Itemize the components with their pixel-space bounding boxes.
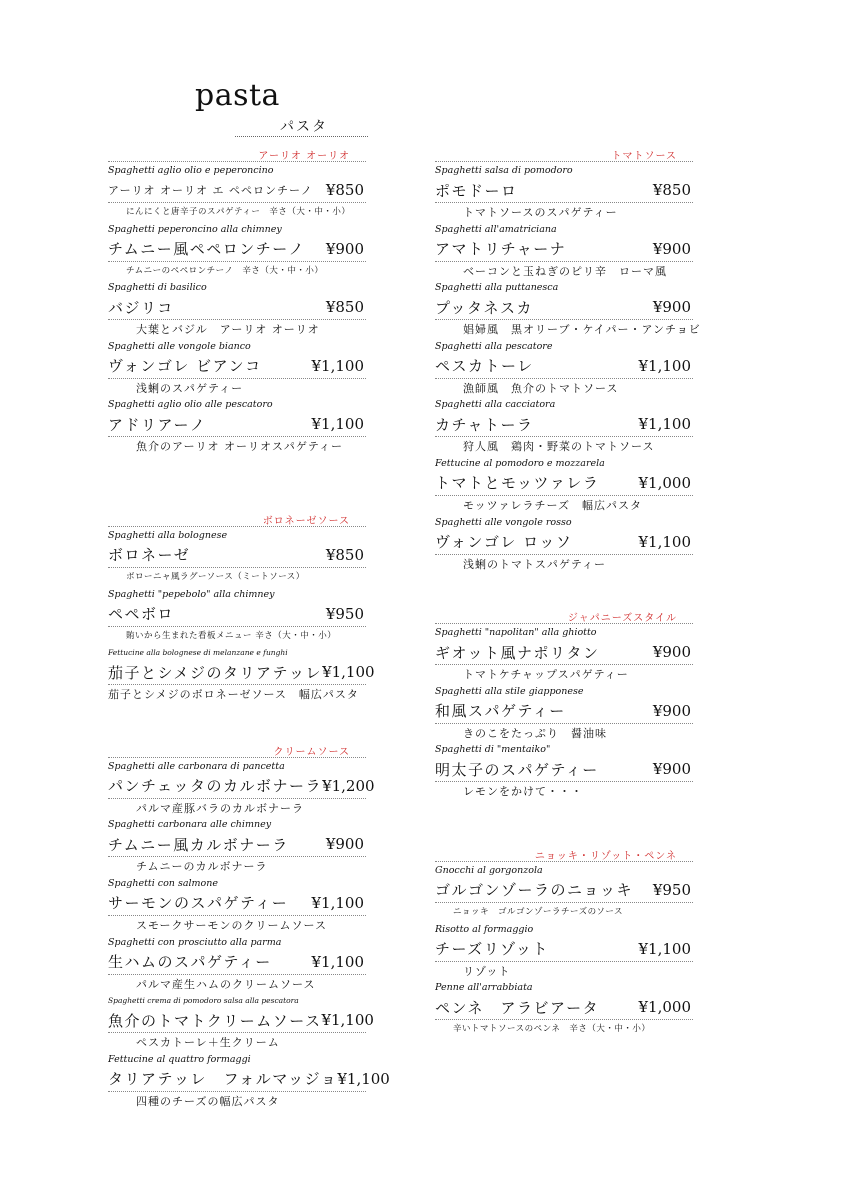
- italian-name: Spaghetti carbonara alle chimney: [108, 819, 272, 831]
- menu-item: [108, 759, 375, 818]
- section-heading-label: クリームソース: [273, 746, 350, 758]
- section-heading-label: トマトソース: [611, 151, 677, 162]
- italian-name: Penne all'arrabbiata: [435, 982, 533, 994]
- item-price: ¥1,100: [638, 356, 691, 375]
- item-description: ペスカトーレ＋生クリーム: [136, 1036, 280, 1050]
- menu-item: [108, 876, 366, 935]
- italian-name: Spaghetti "napolitan" alla ghiotto: [435, 627, 597, 639]
- left-column: [108, 147, 390, 1110]
- japanese-name: 茄子とシメジのタリアテッレ: [108, 663, 323, 682]
- italian-name: Spaghetti di basilico: [108, 282, 207, 294]
- japanese-name: ボロネーゼ: [108, 546, 191, 565]
- item-description: にんにくと唐辛子のスパゲティー 辛さ（大・中・小）: [126, 207, 351, 217]
- japanese-name: アーリオ オーリオ エ ペペロンチーノ: [108, 184, 313, 197]
- japanese-name: プッタネスカ: [435, 298, 533, 317]
- item-name-price-row: [435, 354, 693, 379]
- italian-name: Fettucine al quattro formaggi: [108, 1053, 251, 1065]
- item-name-price-row: [108, 891, 366, 916]
- item-name-price-row: [108, 237, 366, 262]
- item-name-price-row: [108, 832, 366, 857]
- item-price: ¥1,100: [321, 1011, 374, 1030]
- italian-name: Fettucine alla bolognese di melanzane e funghi: [108, 648, 288, 658]
- italian-name: Spaghetti all'amatriciana: [435, 223, 557, 235]
- japanese-name: 和風スパゲティー: [435, 702, 566, 721]
- item-price: ¥1,100: [311, 893, 364, 912]
- item-name-price-row: [435, 178, 693, 203]
- item-description: モッツァレラチーズ 幅広パスタ: [463, 498, 643, 512]
- item-name-price-row: [108, 543, 366, 568]
- item-price: ¥1,100: [638, 939, 691, 958]
- item-price: ¥1,000: [638, 473, 691, 492]
- item-description: 辛いトマトソースのペンネ 辛さ（大・中・小）: [453, 1024, 651, 1035]
- item-price: ¥900: [652, 760, 691, 779]
- menu-item: [435, 922, 693, 981]
- page-subtitle: パスタ: [280, 119, 328, 135]
- item-name-price-row: [435, 237, 693, 262]
- menu-item: [435, 456, 693, 515]
- item-name-price-row: [435, 412, 693, 437]
- item-description: 茄子とシメジのボロネーゼソース 幅広パスタ: [108, 688, 359, 702]
- item-description: 娼婦風 黒オリーブ・ケイパー・アンチョビ: [463, 323, 701, 337]
- item-name-price-row: [108, 774, 375, 799]
- menu-item: [108, 339, 366, 398]
- menu-item: [435, 280, 701, 339]
- item-description: ベーコンと玉ねぎのピリ辛 ローマ風: [463, 264, 667, 278]
- right-column: [435, 147, 701, 1039]
- menu-item: [108, 163, 366, 222]
- menu-item: [108, 645, 375, 704]
- italian-name: Spaghetti alle vongole rosso: [435, 516, 572, 528]
- item-price: ¥900: [652, 643, 691, 662]
- item-description: ボローニャ風ラグーソース（ミートソース）: [126, 571, 305, 582]
- italian-name: Spaghetti peperoncino alla chimney: [108, 223, 282, 235]
- item-description: きのこをたっぷり 醤油味: [463, 726, 607, 740]
- item-description: 浅蜊のトマトスパゲティー: [463, 557, 607, 571]
- menu-item: [108, 817, 366, 876]
- italian-name: Spaghetti alla stile giapponese: [435, 685, 584, 697]
- japanese-name: ポモドーロ: [435, 181, 518, 200]
- italian-name: Spaghetti salsa di pomodoro: [435, 165, 573, 176]
- item-name-price-row: [435, 937, 693, 962]
- japanese-name: ヴォンゴレ ビアンコ: [108, 357, 262, 376]
- japanese-name: チーズリゾット: [435, 940, 549, 959]
- italian-name: Spaghetti aglio olio alle pescatoro: [108, 399, 273, 411]
- italian-name: Spaghetti con salmone: [108, 877, 218, 889]
- menu-item: [108, 587, 366, 646]
- item-description: 賄いから生まれた看板メニュー 辛さ（大・中・小）: [126, 630, 337, 641]
- item-price: ¥900: [325, 239, 364, 258]
- japanese-name: 明太子のスパゲティー: [435, 760, 599, 779]
- item-price: ¥900: [652, 298, 691, 317]
- item-name-price-row: [435, 699, 693, 724]
- italian-name: Gnocchi al gorgonzola: [435, 864, 543, 876]
- section-heading-label: ボロネーゼソース: [262, 515, 350, 527]
- item-name-price-row: [435, 530, 693, 555]
- item-name-price-row: [108, 660, 375, 685]
- item-description: パルマ産豚バラのカルボナーラ: [136, 801, 304, 815]
- item-description: 浅蜊のスパゲティー: [136, 381, 244, 395]
- item-description: トマトケチャップスパゲティー: [463, 668, 629, 682]
- item-price: ¥1,100: [311, 415, 364, 434]
- japanese-name: パンチェッタのカルボナーラ: [108, 777, 323, 796]
- menu-item: [108, 222, 366, 281]
- item-description: 魚介のアーリオ オーリオスパゲティー: [136, 440, 343, 454]
- menu-item: [435, 980, 693, 1039]
- section-heading-label: アーリオ オーリオ: [258, 151, 350, 162]
- menu-item: [108, 397, 366, 456]
- item-description: リゾット: [463, 964, 511, 978]
- item-name-price-row: [108, 602, 366, 627]
- section-heading: [435, 609, 693, 624]
- item-price: ¥950: [652, 880, 691, 899]
- japanese-name: チムニー風ペペロンチーノ: [108, 240, 305, 259]
- menu-item: [108, 935, 366, 994]
- item-description: スモークサーモンのクリームソース: [136, 918, 328, 932]
- menu-item: [108, 993, 374, 1052]
- italian-name: Spaghetti di "mentaiko": [435, 744, 551, 756]
- item-description: チムニーのカルボナーラ: [136, 860, 268, 874]
- menu-item: [108, 280, 366, 339]
- item-description: チムニーのペペロンチーノ 辛さ（大・中・小）: [126, 265, 324, 276]
- italian-name: Spaghetti con prosciutto alla parma: [108, 936, 282, 948]
- section-heading: [108, 147, 366, 162]
- section-heading: [435, 847, 693, 862]
- italian-name: Spaghetti alle carbonara di pancetta: [108, 760, 285, 772]
- section-heading-label: ニョッキ・リゾット・ペンネ: [534, 850, 677, 862]
- item-name-price-row: [435, 640, 693, 665]
- section-heading: [108, 743, 366, 758]
- subtitle-divider: [235, 136, 368, 137]
- italian-name: Fettucine al pomodoro e mozzarela: [435, 457, 605, 469]
- italian-name: Spaghetti aglio olio e peperoncino: [108, 165, 274, 176]
- japanese-name: ゴルゴンゾーラのニョッキ: [435, 881, 634, 900]
- item-price: ¥1,200: [322, 776, 375, 795]
- japanese-name: ペスカトーレ: [435, 357, 534, 376]
- section-spacer: [435, 801, 693, 847]
- japanese-name: サーモンのスパゲティー: [108, 894, 289, 913]
- italian-name: Risotto al formaggio: [435, 923, 534, 935]
- item-price: ¥900: [652, 239, 691, 258]
- page-title: pasta: [195, 78, 280, 113]
- item-name-price-row: [435, 471, 693, 496]
- italian-name: Spaghetti alla pescatore: [435, 340, 553, 352]
- item-price: ¥850: [325, 181, 364, 199]
- item-price: ¥1,100: [311, 952, 364, 971]
- italian-name: Spaghetti alla cacciatora: [435, 399, 556, 411]
- japanese-name: アドリアーノ: [108, 415, 207, 434]
- section-heading: [435, 147, 693, 162]
- japanese-name: ギオット風ナポリタン: [435, 643, 600, 662]
- item-name-price-row: [435, 757, 693, 782]
- japanese-name: 魚介のトマトクリームソース: [108, 1011, 322, 1030]
- item-name-price-row: [108, 295, 366, 320]
- item-price: ¥900: [325, 835, 364, 854]
- item-price: ¥1,100: [638, 532, 691, 551]
- japanese-name: ペペボロ: [108, 605, 175, 624]
- menu-item: [108, 1052, 390, 1111]
- menu-item: [435, 742, 693, 801]
- item-name-price-row: [435, 295, 693, 320]
- section-heading: [108, 512, 366, 527]
- item-name-price-row: [108, 178, 366, 203]
- item-description: トマトソースのスパゲティー: [463, 206, 618, 219]
- item-description: 大葉とバジル アーリオ オーリオ: [136, 323, 320, 337]
- italian-name: Spaghetti alle vongole bianco: [108, 340, 251, 352]
- item-name-price-row: [108, 950, 366, 975]
- item-price: ¥850: [325, 298, 364, 317]
- menu-item: [435, 625, 693, 684]
- menu-item: [435, 339, 693, 398]
- item-description: ニョッキ ゴルゴンゾーラチーズのソース: [453, 906, 623, 917]
- menu-item: [108, 528, 366, 587]
- menu-item: [435, 222, 693, 281]
- menu-item: [435, 163, 693, 222]
- item-name-price-row: [435, 995, 693, 1020]
- japanese-name: ペンネ アラビアータ: [435, 998, 600, 1017]
- item-price: ¥1,100: [322, 663, 375, 682]
- menu-item: [435, 397, 693, 456]
- section-spacer: [108, 456, 366, 512]
- item-price: ¥900: [652, 701, 691, 720]
- japanese-name: タリアテッレ フォルマッジョ: [108, 1070, 338, 1089]
- menu-item: [435, 863, 693, 922]
- item-description: パルマ産生ハムのクリームソース: [136, 977, 316, 991]
- japanese-name: チムニー風カルボナーラ: [108, 835, 289, 854]
- section-spacer: [435, 573, 693, 609]
- item-price: ¥1,100: [337, 1069, 390, 1088]
- italian-name: Spaghetti alla bolognese: [108, 529, 228, 541]
- item-name-price-row: [108, 1008, 374, 1033]
- italian-name: Spaghetti alla puttanesca: [435, 282, 559, 294]
- japanese-name: アマトリチャーナ: [435, 240, 567, 259]
- item-description: 狩人風 鶏肉・野菜のトマトソース: [463, 440, 655, 454]
- item-price: ¥1,100: [311, 356, 364, 375]
- item-description: レモンをかけて・・・: [463, 785, 583, 799]
- item-name-price-row: [435, 878, 693, 903]
- item-name-price-row: [108, 412, 366, 437]
- japanese-name: 生ハムのスパゲティー: [108, 953, 272, 972]
- menu-item: [435, 515, 693, 574]
- japanese-name: バジリコ: [108, 298, 174, 317]
- italian-name: Spaghetti crema di pomodoro salsa alla pescatora: [108, 996, 299, 1006]
- item-name-price-row: [108, 354, 366, 379]
- item-price: ¥1,100: [638, 415, 691, 434]
- item-price: ¥1,000: [638, 998, 691, 1017]
- item-price: ¥950: [325, 604, 364, 623]
- item-description: 漁師風 魚介のトマトソース: [463, 381, 619, 395]
- item-description: 四種のチーズの幅広パスタ: [136, 1094, 280, 1108]
- menu-item: [435, 684, 693, 743]
- japanese-name: カチャトーラ: [435, 415, 534, 434]
- section-spacer: [108, 704, 366, 743]
- japanese-name: ヴォンゴレ ロッソ: [435, 533, 573, 552]
- japanese-name: トマトとモッツァレラ: [435, 474, 600, 493]
- item-name-price-row: [108, 1067, 390, 1092]
- item-price: ¥850: [652, 181, 691, 199]
- section-heading-label: ジャパニーズスタイル: [567, 613, 677, 625]
- italian-name: Spaghetti "pepebolo" alla chimney: [108, 588, 275, 600]
- item-price: ¥850: [325, 545, 364, 564]
